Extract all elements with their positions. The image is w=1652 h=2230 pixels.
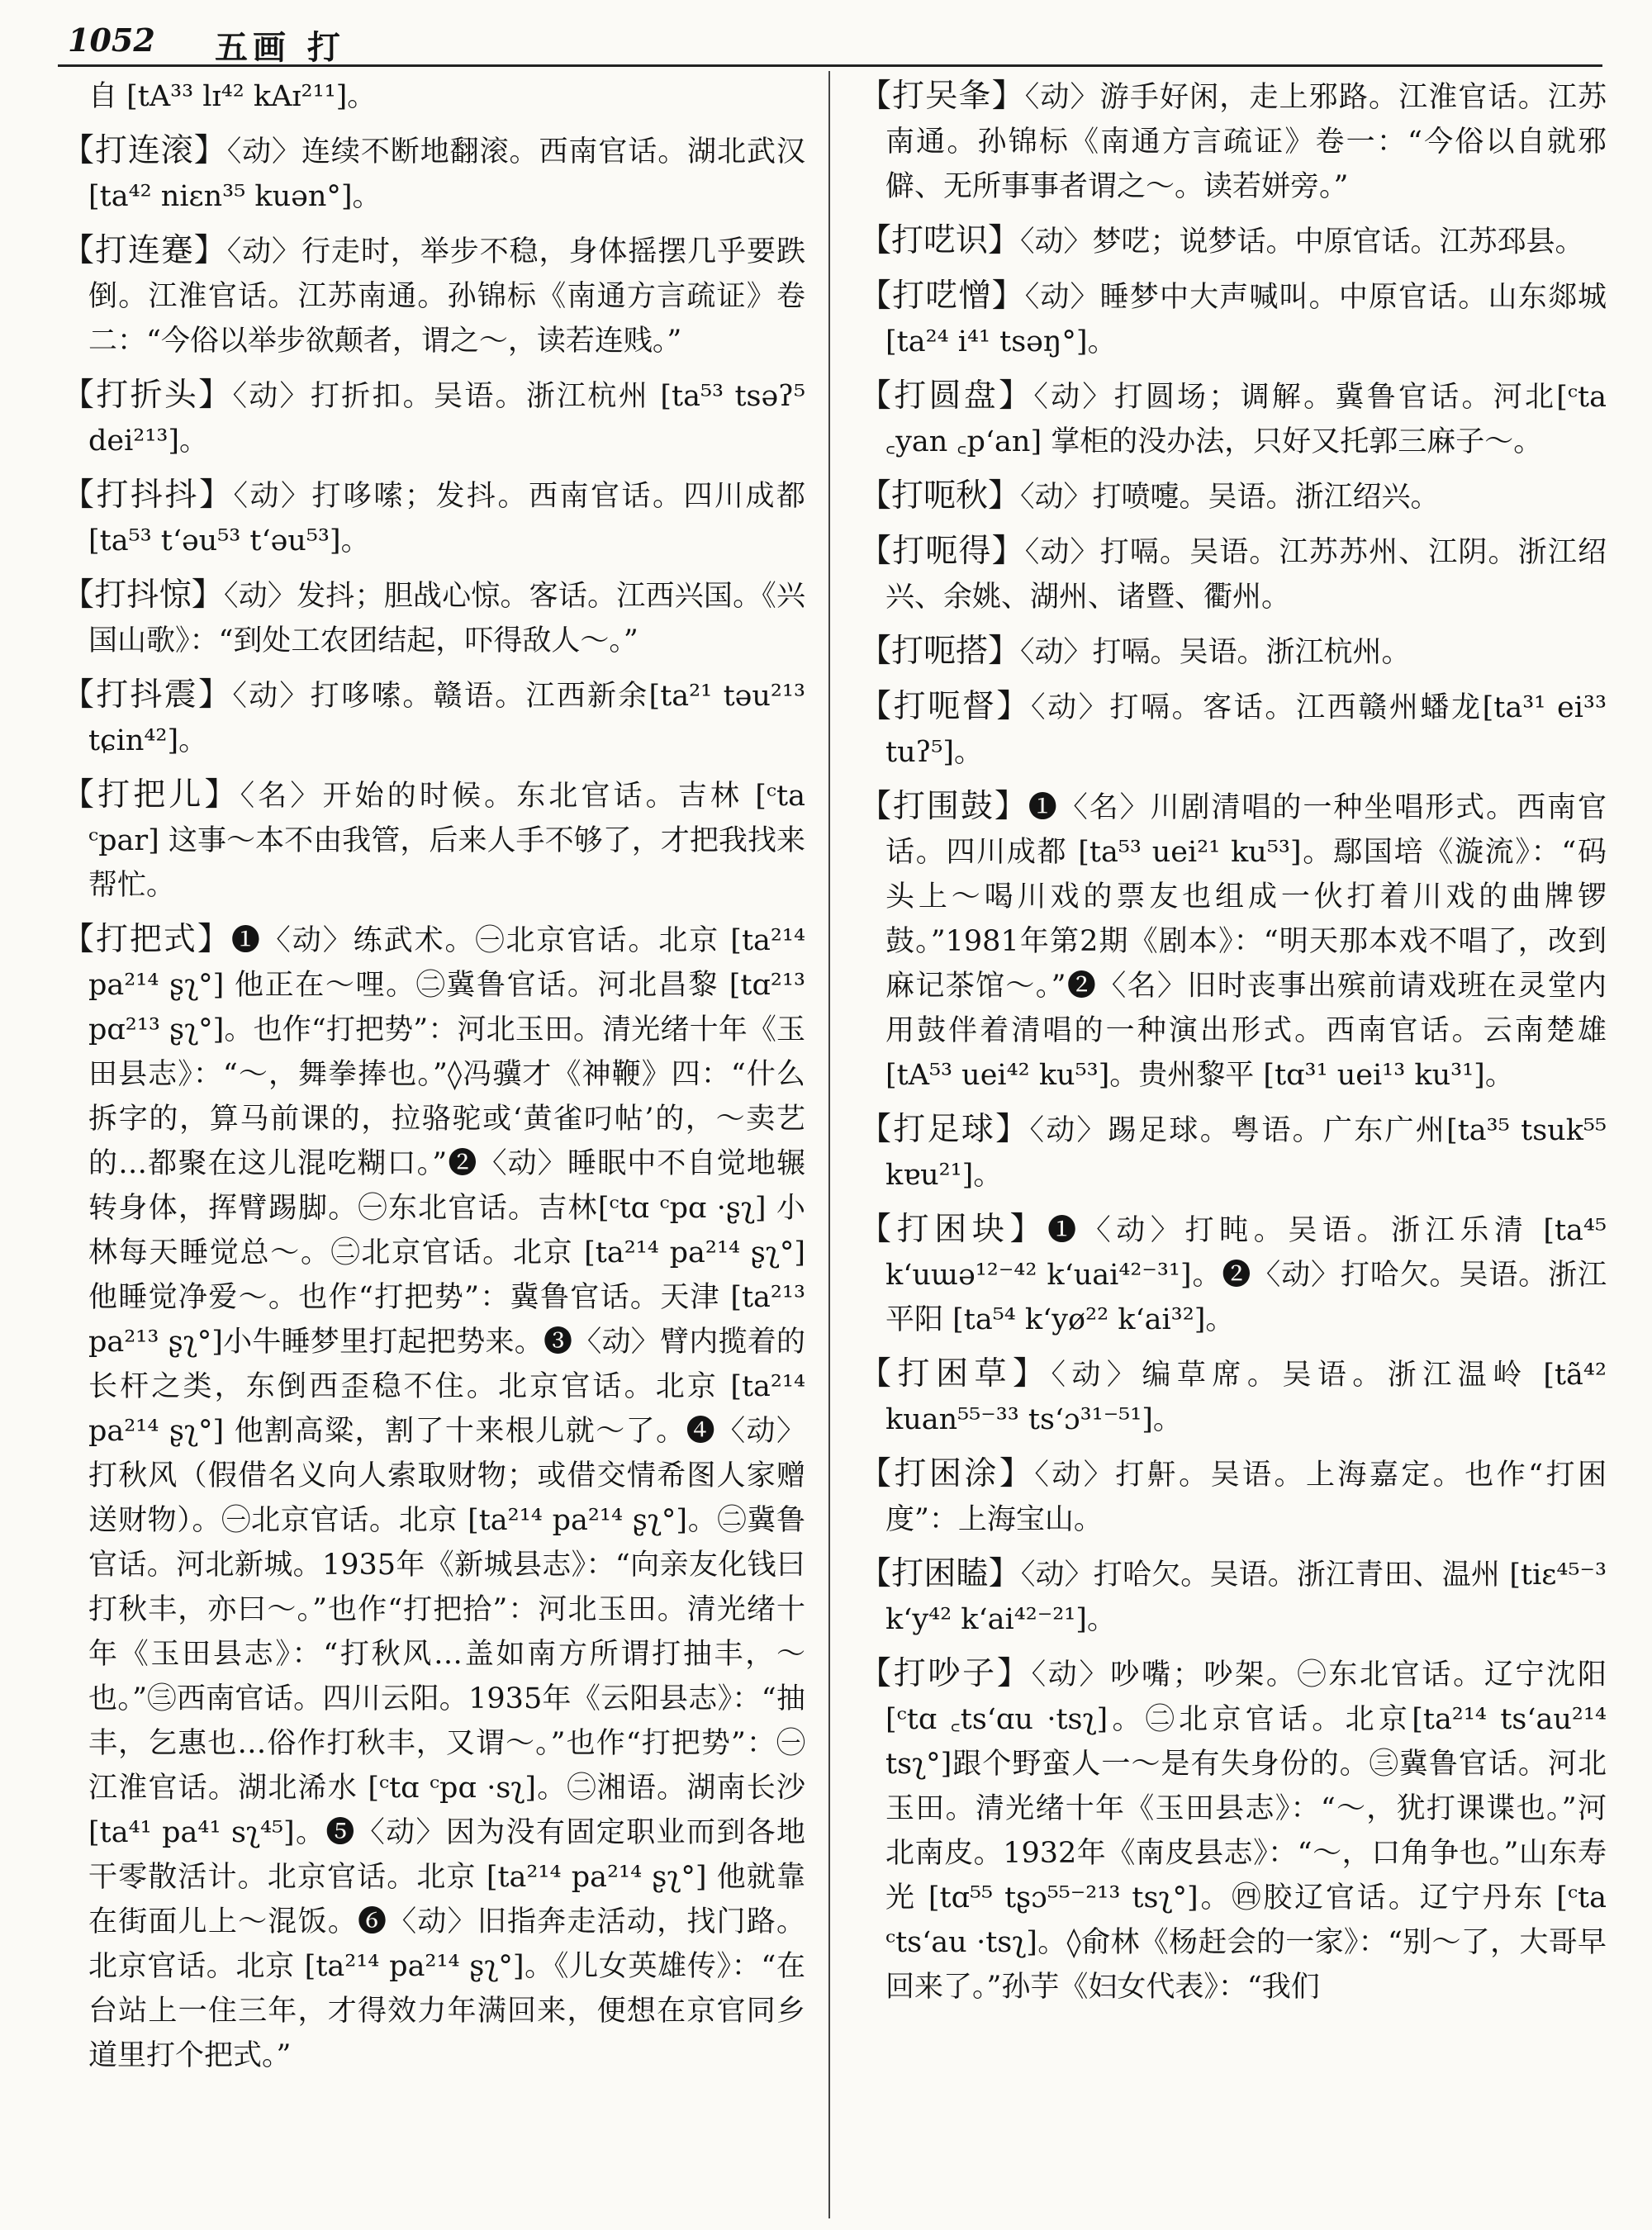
dictionary-entry: [859, 685, 1607, 775]
entry-headword: 【打㕦夆】: [859, 78, 1025, 115]
dictionary-entry: [859, 529, 1607, 619]
dictionary-entry: [859, 219, 1607, 264]
dictionary-entry: [859, 1352, 1607, 1442]
entry-text: ❶〈动〉打盹。吴语。浙江乐清 [ta⁴⁵ k‘uɯə¹²⁻⁴² k‘uai⁴²⁻³¹]。❷〈动〉打哈欠。吴语。浙江平阳 [ta⁵⁴ k‘yø²² k‘ai³²]。: [885, 1214, 1607, 1336]
entry-headword: 【打困草】: [859, 1355, 1051, 1393]
entry-text: 〈名〉开始的时候。东北官话。吉林 [ᶜta ᶜpar] 这事～本不由我管，后来人手不够了，才把我找来帮忙。: [88, 780, 805, 902]
dictionary-entry: [859, 1652, 1607, 2009]
entry-headword: 【打抖震】: [62, 676, 233, 714]
dictionary-entry: [62, 473, 805, 563]
dictionary-entry: [62, 673, 805, 763]
entry-headword: 【打连蹇】: [62, 232, 227, 269]
entry-text: 〈动〉游手好闲，走上邪路。江淮官话。江苏南通。孙锦标《南通方言疏证》卷一：“今俗以自就邪僻、无所事事者谓之～。读若姘旁。”: [885, 81, 1607, 203]
dictionary-entry: [62, 918, 805, 2078]
entry-text: 〈动〉编草席。吴语。浙江温岭 [tã⁴² kuan⁵⁵⁻³³ ts‘ɔ³¹⁻⁵¹]。: [885, 1359, 1607, 1436]
entry-headword: 【打抖惊】: [62, 576, 224, 614]
entry-headword: 【打折头】: [62, 377, 233, 414]
entry-text: 〈动〉打嗝。吴语。江苏苏州、江阴。浙江绍兴、余姚、湖州、诸暨、衢州。: [885, 536, 1607, 614]
entry-text: 〈动〉吵嘴；吵架。㊀东北官话。辽宁沈阳 [ᶜtɑ ꜀ts‘ɑu ·tsʅ]。㊁北京官话。北京[ta²¹⁴ ts‘au²¹⁴ tsʅ°]跟个野蛮人一～是有失身份的。㊂冀鲁官话。河北玉田。清光绪十年《玉田县志》：“～，犹打课谍也。”河北南皮。1932年《南皮县志》：“～，口角争也。”山东寿光 [tɑ⁵⁵ tʂɔ⁵⁵⁻²¹³ tsʅ°]。㊃胶辽官话。辽宁丹东 [ᶜta ᶜts‘au ·tsʅ]。◊俞林《杨赶会的一家》：“别～了，大哥早回来了。”孙芋《妇女代表》：“我们: [885, 1658, 1607, 2004]
entry-text: 〈动〉打圆场；调解。冀鲁官话。河北[ᶜta ꜀yan ꜀p‘an] 掌柜的没办法，只好又托郭三麻子～。: [885, 381, 1607, 458]
dictionary-entry: [859, 1208, 1607, 1342]
right-column: [859, 74, 1607, 2222]
dictionary-entry: [859, 274, 1607, 364]
entry-headword: 【打圆盘】: [859, 377, 1034, 415]
entry-text: 〈动〉连续不断地翻滚。西南官话。湖北武汉 [ta⁴² niɛn³⁵ kuən°]。: [88, 135, 805, 213]
entry-headword: 【打呃秋】: [859, 477, 1021, 515]
entry-headword: 【打呓憎】: [859, 278, 1025, 315]
entry-text: 〈动〉发抖；胆战心惊。客话。江西兴国。《兴国山歌》：“到处工农团结起，吓得敌人～。”: [88, 580, 805, 657]
entry-text: ❶〈名〉川剧清唱的一种坐唱形式。西南官话。四川成都 [ta⁵³ uei²¹ ku⁵³]。鄢国培《漩流》：“码头上～喝川戏的票友也组成一伙打着川戏的曲牌锣鼓。”1981年第2期《剧本》：“明天那本戏不唱了，改到麻记茶馆～。”❷〈名〉旧时丧事出殡前请戏班在灵堂内用鼓伴着清唱的一种演出形式。西南官话。云南楚雄 [tA⁵³ uei⁴² ku⁵³]。贵州黎平 [tɑ³¹ uei¹³ ku³¹]。: [885, 791, 1607, 1092]
entry-headword: 【打困瞌】: [859, 1555, 1021, 1592]
dictionary-entry: [62, 74, 805, 119]
entry-text: 〈动〉踢足球。粤语。广东广州[ta³⁵ tsuk⁵⁵ kɐu²¹]。: [885, 1114, 1607, 1192]
entry-headword: 【打连滚】: [62, 132, 227, 169]
page-number: 1052: [68, 21, 155, 59]
dictionary-entry: [62, 773, 805, 908]
dictionary-entry: [859, 1552, 1607, 1642]
entry-text: 〈动〉打哆嗦；发抖。西南官话。四川成都 [ta⁵³ t‘əu⁵³ t‘əu⁵³]。: [88, 480, 805, 558]
dictionary-entry: [859, 1108, 1607, 1198]
entry-headword: 【打呓识】: [859, 222, 1021, 259]
entry-headword: 【打呃搭】: [859, 633, 1021, 670]
dictionary-entry: [859, 1452, 1607, 1542]
dictionary-entry: [62, 129, 805, 219]
entry-headword: 【打困块】: [859, 1211, 1048, 1248]
left-column: [62, 74, 805, 2222]
column-divider: [828, 71, 830, 2218]
entry-headword: 【打围鼓】: [859, 788, 1028, 825]
dictionary-entry: [859, 629, 1607, 675]
entry-text: ❶〈动〉练武术。㊀北京官话。北京 [ta²¹⁴ pa²¹⁴ ʂʅ°] 他正在～哩。㊁冀鲁官话。河北昌黎 [tɑ²¹³ pɑ²¹³ ʂʅ°]。也作“打把势”：河北玉田。清光绪十年《玉田县志》：“～，舞拳捧也。”◊冯骥才《神鞭》四：“什么拆字的，算马前课的，拉骆驼或‘黄雀叼帖’的，～卖艺的…都聚在这儿混吃糊口。”❷〈动〉睡眠中不自觉地辗转身体，挥臂踢脚。㊀东北官话。吉林[ᶜtɑ ᶜpɑ ·ʂʅ] 小林每天睡觉总～。㊁北京官话。北京 [ta²¹⁴ pa²¹⁴ ʂʅ°] 他睡觉净爱～。也作“打把势”：冀鲁官话。天津 [ta²¹³ pa²¹³ ʂʅ°]小牛睡梦里打起把势来。❸〈动〉臂内揽着的长杆之类，东倒西歪稳不住。北京官话。北京 [ta²¹⁴ pa²¹⁴ ʂʅ°] 他割高粱，割了十来根儿就～了。❹〈动〉打秋风（假借名义向人索取财物；或借交情希图人家赠送财物）。㊀北京官话。北京 [ta²¹⁴ pa²¹⁴ ʂʅ°]。㊁冀鲁官话。河北新城。1935年《新城县志》：“向亲友化钱曰打秋丰，亦曰～。”也作“打把拾”：河北玉田。清光绪十年《玉田县志》：“打秋风…盖如南方所谓打抽丰，～也。”㊂西南官话。四川云阳。1935年《云阳县志》：“抽丰，乞惠也…俗作打秋丰，又谓～。”也作“打把势”：㊀江淮官话。湖北浠水 [ᶜtɑ ᶜpɑ ·sʅ]。㊁湘语。湖南长沙 [ta⁴¹ pa⁴¹ sʅ⁴⁵]。❺〈动〉因为没有固定职业而到各地干零散活计。北京官话。北京 [ta²¹⁴ pa²¹⁴ ʂʅ°] 他就靠在街面儿上～混饭。❻〈动〉旧指奔走活动，找门路。北京官话。北京 [ta²¹⁴ pa²¹⁴ ʂʅ°]。《儿女英雄传》：“在台站上一住三年，才得效力年满回来，便想在京官同乡道里打个把式。”: [88, 924, 805, 2072]
entry-headword: 【打吵子】: [859, 1655, 1032, 1692]
page-header: [58, 18, 1602, 67]
dictionary-entry: [859, 74, 1607, 209]
entry-text: 〈动〉睡梦中大声喊叫。中原官话。山东郯城 [ta²⁴ i⁴¹ tsəŋ°]。: [885, 281, 1607, 358]
running-head: 五画 打: [215, 28, 345, 67]
dictionary-entry: [62, 229, 805, 363]
dictionary-entry: [859, 785, 1607, 1098]
dictionary-entry: [62, 373, 805, 463]
entry-headword: 【打足球】: [859, 1111, 1030, 1148]
entry-text: 〈动〉打折扣。吴语。浙江杭州 [ta⁵³ tsəʔ⁵ dei²¹³]。: [88, 380, 805, 458]
entry-headword: 【打呃督】: [859, 688, 1032, 725]
entry-text: 〈动〉打鼾。吴语。上海嘉定。也作“打困度”：上海宝山。: [885, 1459, 1607, 1536]
dictionary-entry: [62, 573, 805, 663]
entry-text: 〈动〉打嗝。客话。江西赣州蟠龙[ta³¹ ei³³ tuʔ⁵]。: [885, 691, 1607, 769]
entry-text: 〈动〉梦呓；说梦话。中原官话。江苏邳县。: [1020, 225, 1584, 259]
entry-headword: 【打把式】: [62, 921, 231, 958]
entry-text: 〈动〉行走时，举步不稳，身体摇摆几乎要跌倒。江淮官话。江苏南通。孙锦标《南通方言疏证》卷二：“今俗以举步欲颠者，谓之～，读若连贱。”: [88, 235, 805, 358]
dictionary-entry: [859, 374, 1607, 464]
entry-text: 〈动〉打哈欠。吴语。浙江青田、温州 [tiɛ⁴⁵⁻³ k‘y⁴² k‘ai⁴²⁻²¹]。: [885, 1559, 1607, 1636]
entry-text: 自 [tA³³ lɪ⁴² kAɪ²¹¹]。: [88, 80, 377, 113]
entry-text: 〈动〉打嗝。吴语。浙江杭州。: [1020, 636, 1411, 669]
entry-text: 〈动〉打喷嚏。吴语。浙江绍兴。: [1020, 481, 1440, 514]
dictionary-entry: [859, 474, 1607, 520]
entry-headword: 【打抖抖】: [62, 477, 234, 514]
entry-text: 〈动〉打哆嗦。赣语。江西新余[ta²¹ təu²¹³ tɕin⁴²]。: [88, 680, 805, 757]
entry-headword: 【打把儿】: [62, 776, 240, 814]
entry-headword: 【打困涂】: [859, 1455, 1035, 1492]
entry-headword: 【打呃得】: [859, 533, 1025, 570]
